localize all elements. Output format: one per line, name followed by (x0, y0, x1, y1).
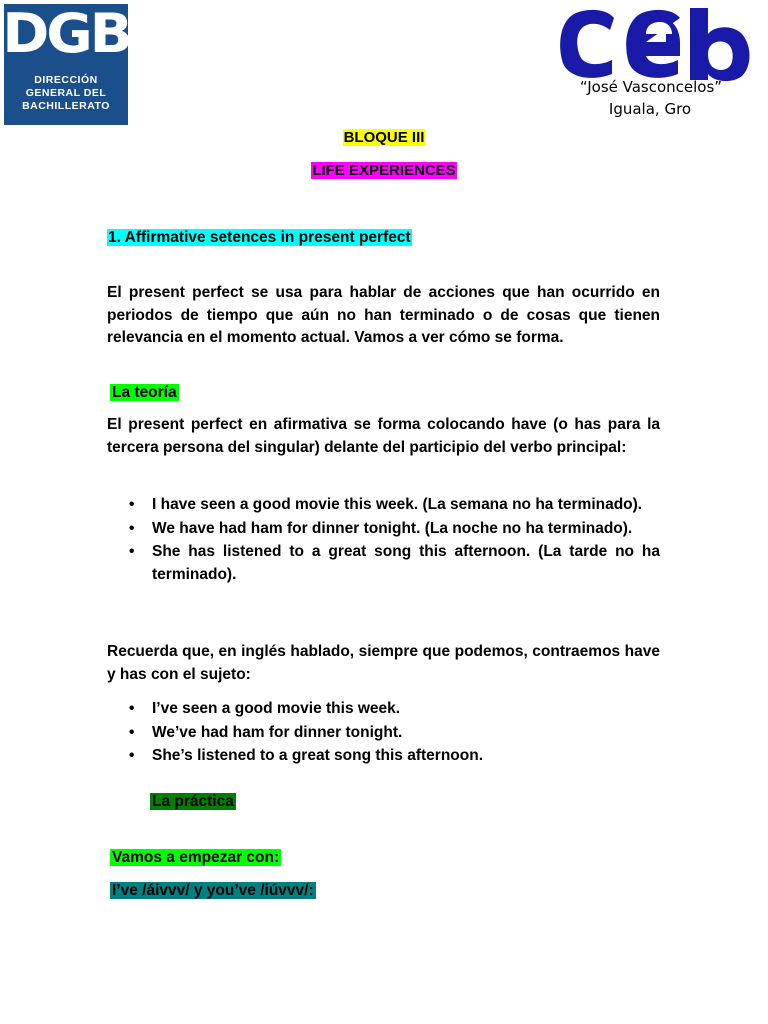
examples-list (107, 494, 660, 587)
dgb-logo-subtitle: DIRECCIÓN GENERAL DEL BACHILLERATO (22, 74, 110, 112)
pronunciation-label-wrap (110, 880, 316, 902)
start-label: Vamos a empezar con: (112, 849, 280, 866)
bloque-title-wrap (0, 129, 768, 146)
dgb-logo (4, 4, 128, 125)
ceb-logo-mark (556, 4, 752, 84)
pronunciation-label: I’ve /áivvv/ y you’ve /iúvvv/: (112, 882, 314, 899)
list-item: • She has listened to a great song this afternoon. (La tarde no ha terminado). (107, 541, 660, 586)
school-city: Iguala, Gro (608, 100, 692, 118)
contractions-list (107, 698, 660, 769)
theory-label-wrap (110, 382, 179, 404)
dgb-logo-mark: DGB (2, 2, 130, 65)
school-name: “José Vasconcelos” (579, 78, 723, 96)
theory-paragraph: El present perfect en afirmativa se forma colocando have (o has para la tercera persona del singular) delante del participio del verbo principal: (107, 416, 660, 456)
list-item: • We have had ham for dinner tonight. (La noche no ha terminado). (107, 518, 660, 541)
start-label-wrap (110, 847, 281, 869)
topic-title: LIFE EXPERIENCES (312, 162, 456, 179)
list-item: • We’ve had ham for dinner tonight. (107, 722, 660, 745)
list-item: • She’s listened to a great song this afternoon. (107, 745, 660, 768)
contraction-paragraph: Recuerda que, en inglés hablado, siempre que podemos, contraemos have y has con el sujeto: (107, 643, 660, 683)
bloque-title: BLOQUE III (343, 129, 425, 146)
ceb-logo (556, 4, 752, 84)
intro-paragraph: El present perfect se usa para hablar de acciones que han ocurrido en periodos de tiempo que aún no han terminado o de cosas que tienen relevancia en el momento actual. Vamos a ver cómo se forma. (107, 284, 660, 346)
practice-label: La práctica (152, 793, 234, 810)
practice-label-wrap (150, 791, 236, 813)
theory-label: La teoría (112, 384, 177, 401)
list-item: • I’ve seen a good movie this week. (107, 698, 660, 721)
section-heading: 1. Affirmative setences in present perfect (108, 229, 411, 246)
list-item: • I have seen a good movie this week. (La semana no ha terminado). (107, 494, 660, 517)
section-heading-wrap (107, 227, 412, 249)
topic-title-wrap (0, 162, 768, 179)
